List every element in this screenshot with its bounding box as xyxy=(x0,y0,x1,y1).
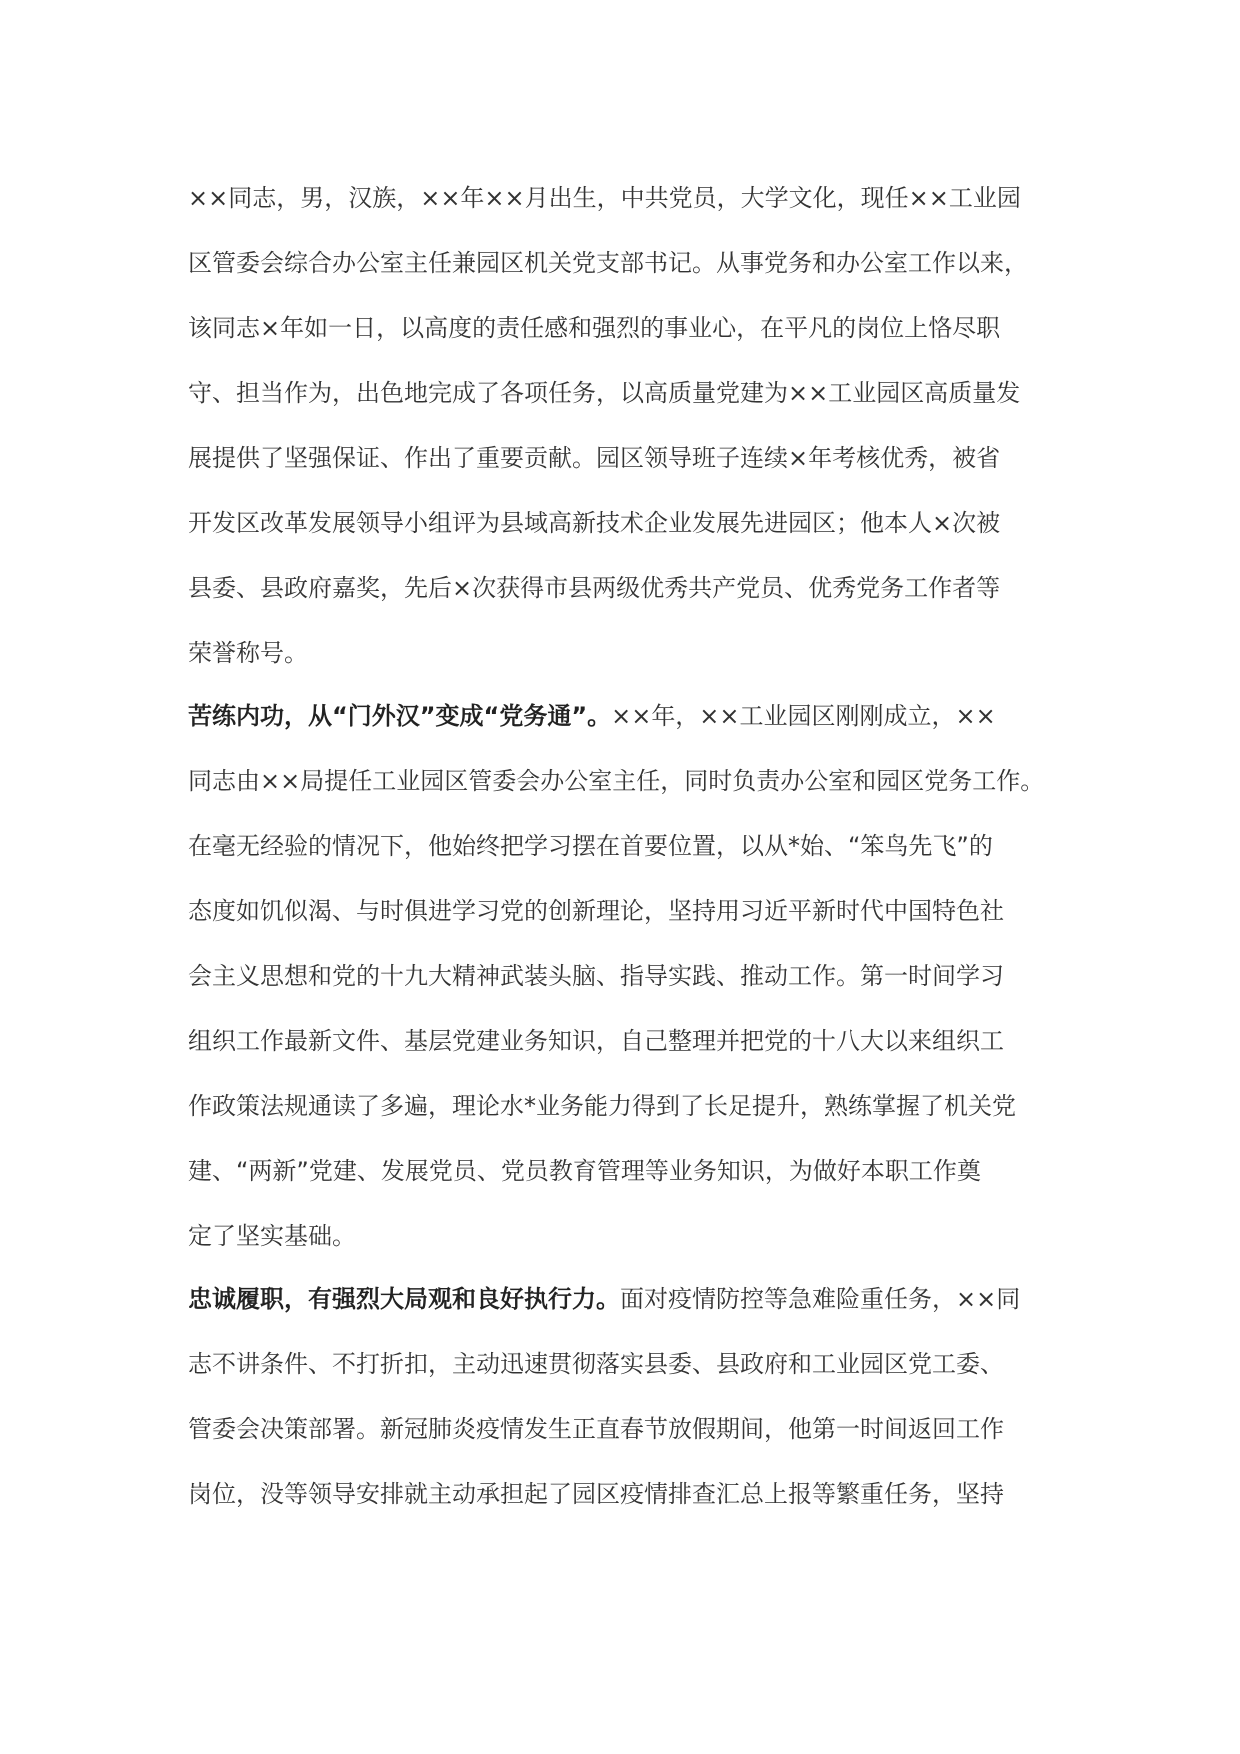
text-line: 岗位，没等领导安排就主动承担起了园区疫情排查汇总上报等繁重任务，坚持 xyxy=(188,1480,1004,1508)
paragraph-heading: 苦练内功，从“门外汉”变成“党务通”。 xyxy=(188,702,612,730)
text-line xyxy=(188,684,1068,749)
text-line: 同志由××局提任工业园区管委会办公室主任，同时负责办公室和园区党务工作。 xyxy=(188,767,1045,795)
text-line: 定了坚实基础。 xyxy=(188,1222,356,1250)
paragraph-heading: 忠诚履职，有强烈大局观和良好执行力。 xyxy=(188,1285,620,1313)
text-run: ××年，××工业园区刚刚成立，×× xyxy=(611,702,996,730)
text-line: 建、“两新”党建、发展党员、党员教育管理等业务知识，为做好本职工作奠 xyxy=(188,1157,981,1185)
paragraph-duty xyxy=(188,1267,1068,1527)
text-line: 开发区改革发展领导小组评为县域高新技术企业发展先进园区；他本人×次被 xyxy=(188,509,1001,537)
paragraph-study xyxy=(188,684,1068,1269)
text-run: 面对疫情防控等急难险重任务，××同 xyxy=(620,1285,1021,1313)
text-line: 态度如饥似渴、与时俱进学习党的创新理论，坚持用习近平新时代中国特色社 xyxy=(188,897,1004,925)
text-line: 作政策法规通读了多遍，理论水*业务能力得到了长足提升，熟练掌握了机关党 xyxy=(188,1092,1016,1120)
text-line: 会主义思想和党的十九大精神武装头脑、指导实践、推动工作。第一时间学习 xyxy=(188,962,1004,990)
document-page xyxy=(188,166,1068,1527)
text-line: 守、担当作为，出色地完成了各项任务，以高质量党建为××工业园区高质量发 xyxy=(188,379,1021,407)
paragraph-intro xyxy=(188,166,1068,686)
text-line: 在毫无经验的情况下，他始终把学习摆在首要位置，以从*始、“笨鸟先飞”的 xyxy=(188,832,993,860)
text-line: 县委、县政府嘉奖，先后×次获得市县两级优秀共产党员、优秀党务工作者等 xyxy=(188,574,1001,602)
text-line: 管委会决策部署。新冠肺炎疫情发生正直春节放假期间，他第一时间返回工作 xyxy=(188,1415,1004,1443)
text-line: 荣誉称号。 xyxy=(188,639,308,667)
text-line: 该同志×年如一日，以高度的责任感和强烈的事业心，在平凡的岗位上恪尽职 xyxy=(188,314,1001,342)
text-line xyxy=(188,1267,1068,1332)
text-line: 展提供了坚强保证、作出了重要贡献。园区领导班子连续×年考核优秀，被省 xyxy=(188,444,1001,472)
text-line: 区管委会综合办公室主任兼园区机关党支部书记。从事党务和办公室工作以来， xyxy=(188,249,1028,277)
text-line: 组织工作最新文件、基层党建业务知识，自己整理并把党的十八大以来组织工 xyxy=(188,1027,1004,1055)
text-line: 志不讲条件、不打折扣，主动迅速贯彻落实县委、县政府和工业园区党工委、 xyxy=(188,1350,1004,1378)
text-line: ××同志，男，汉族，××年××月出生，中共党员，大学文化，现任××工业园 xyxy=(188,184,1021,212)
